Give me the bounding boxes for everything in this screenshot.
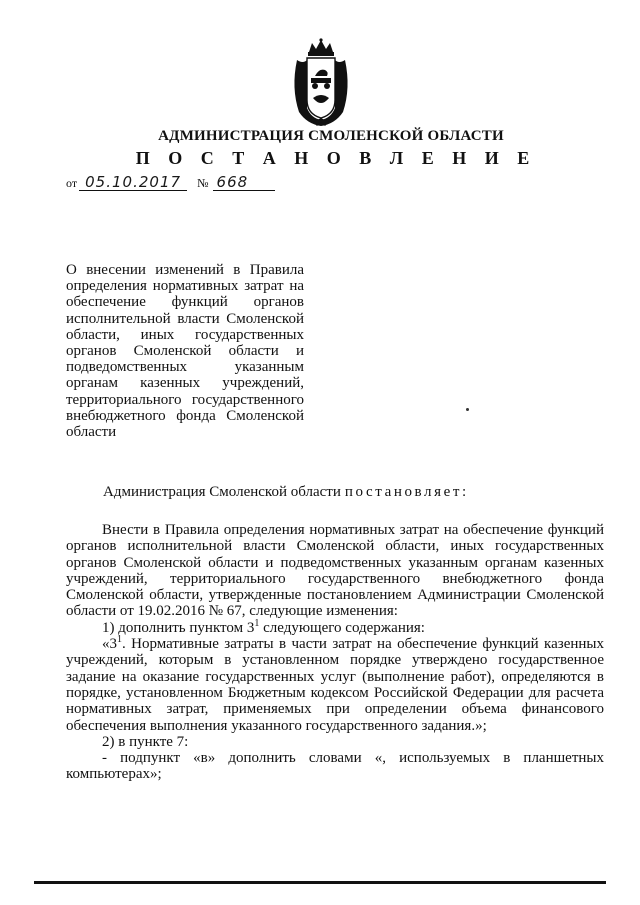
bottom-rule <box>34 881 606 884</box>
scan-speck <box>466 408 469 411</box>
date-label: от <box>66 176 78 190</box>
superscript: 1 <box>254 617 260 629</box>
document-subject: О внесении изменений в Правила определения нормативных затрат на обеспечение функций органов исполнительной власти Смоленской области, иных государственных органов Смоленской области и подведомственных указанным органам казенных учреждений, территориального государственного внебюджетного фонда Смоленской области <box>66 262 304 441</box>
paragraph-intro: Внести в Правила определения нормативных затрат на обеспечение функций органов исполнительной власти Смоленской области, иных государственных органов Смоленской области и подведомственных указанным органам казенных учреждений, территориального государственного внебюджетного фонда Смоленской области, утвержденные постановлением Администрации Смоленской области от 19.02.2016 № 67, следующие изменения: <box>66 522 604 620</box>
paragraph-item-1-tail: следующего содержания: <box>259 619 425 636</box>
preamble-prefix: Администрация Смоленской области <box>103 484 341 500</box>
document-body <box>66 522 604 783</box>
smolensk-coat-of-arms-emblem <box>285 38 357 128</box>
number-value: 668 <box>213 175 275 191</box>
preamble <box>103 484 469 501</box>
paragraph-item-1-text: 1) дополнить пунктом 3 <box>102 619 255 636</box>
paragraph-quote <box>66 636 604 734</box>
superscript: 1 <box>117 634 122 646</box>
paragraph-item-1 <box>66 617 604 636</box>
organization-name: АДМИНИСТРАЦИЯ СМОЛЕНСКОЙ ОБЛАСТИ <box>158 128 504 144</box>
document-type-title: П О С Т А Н О В Л Е Н И Е <box>135 148 537 168</box>
paragraph-quote-start: «3 <box>102 636 117 653</box>
preamble-verb: постановляет: <box>344 484 469 500</box>
number-label: № <box>197 176 209 190</box>
date-value: 05.10.2017 <box>79 175 187 191</box>
paragraph-subitem: - подпункт «в» дополнить словами «, используемых в планшетных компьютерах»; <box>66 750 604 783</box>
paragraph-item-2: 2) в пункте 7: <box>102 733 189 750</box>
paragraph-quote-text: . Нормативные затраты в части затрат на обеспечение функций казенных учреждений, которым в установленном порядке утверждено государственное задание на оказание государственных услуг (выполнение работ), определяются в порядке, установленном Бюджетным кодексом Российской Федерации для расчета нормативных затрат, применяемых при определении объема финансового обеспечения выполнения указанного государственного задания.»; <box>66 636 604 734</box>
registration-line <box>66 175 275 191</box>
